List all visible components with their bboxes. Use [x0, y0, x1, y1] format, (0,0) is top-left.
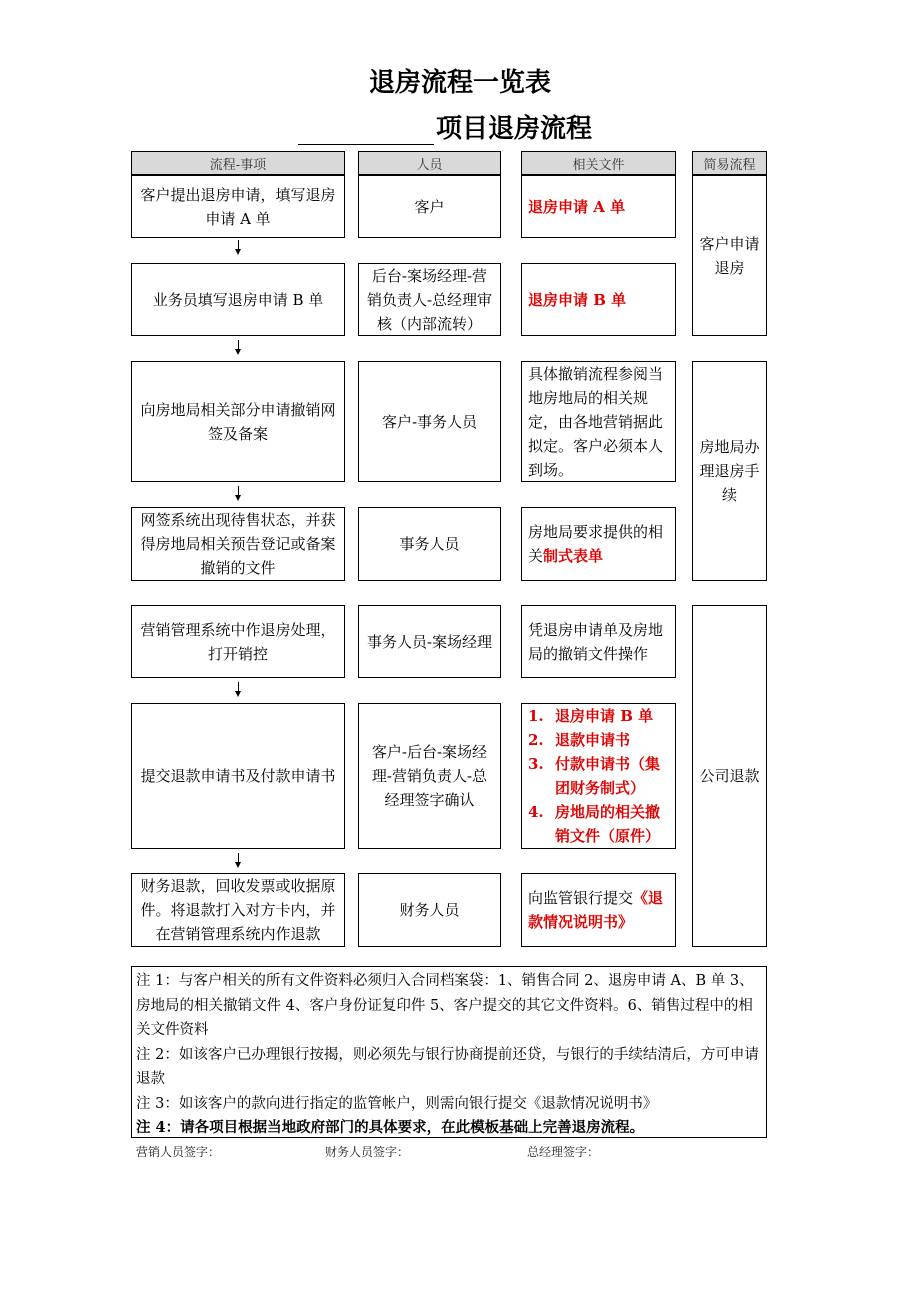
signature-gm: 总经理签字： [527, 1145, 600, 1159]
signature-finance: 财务人员签字： [325, 1145, 410, 1159]
header-process: 流程-事项 [131, 151, 345, 175]
step-5-person: 事务人员-案场经理 [358, 605, 501, 678]
simple-flow-3: 公司退款 [692, 605, 767, 947]
step-4-doc-plain: 房地局要求提供的相关 [528, 523, 664, 565]
step-4-person: 事务人员 [358, 507, 501, 581]
step-2-doc [521, 263, 676, 336]
step-7-doc [521, 873, 676, 947]
signature-sales: 营销人员签字： [136, 1145, 221, 1159]
step-2-process: 业务员填写退房申请 B 单 [131, 263, 345, 336]
list-item: 2. 退款申请书 [528, 731, 631, 749]
page-title: 退房流程一览表 [368, 68, 551, 98]
step-6-process: 提交退款申请书及付款申请书 [131, 703, 345, 849]
step-7-process: 财务退款，回收发票或收据原件。将退款打入对方卡内，并在营销管理系统内作退款 [131, 873, 345, 947]
simple-flow-2: 房地局办理退房手续 [692, 361, 767, 581]
subtitle-text: 项目退房流程 [436, 114, 593, 144]
step-4-doc [521, 507, 676, 581]
step-7-doc-red: 《退款情况说明书》 [528, 889, 664, 931]
step-3-process: 向房地局相关部分申请撤销网签及备案 [131, 361, 345, 482]
note-2: 注 2：如该客户已办理银行按揭，则必须先与银行协商提前还贷，与银行的手续结清后，方可申请退款 [136, 1046, 759, 1087]
header-doc: 相关文件 [521, 151, 676, 175]
header-person: 人员 [358, 151, 501, 175]
step-5-process: 营销管理系统中作退房处理，打开销控 [131, 605, 345, 678]
page-subtitle [298, 108, 592, 145]
step-6-person: 客户-后台-案场经理-营销负责人-总经理签字确认 [358, 703, 501, 849]
step-1-doc [521, 175, 676, 238]
step-7-person: 财务人员 [358, 873, 501, 947]
arrow-down-icon [238, 340, 240, 356]
note-1: 注 1：与客户相关的所有文件资料必须归入合同档案袋：1、销售合同 2、退房申请 A、B 单 3、房地局的相关撤销文件 4、客户身份证复印件 5、客户提交的其它文件资料。6、销售过程中的相关文件资料 [136, 973, 754, 1038]
step-7-doc-plain: 向监管银行提交 [528, 889, 634, 907]
step-2-person: 后台-案场经理-营销负责人-总经理审核（内部流转） [358, 263, 501, 336]
arrow-down-icon [238, 682, 240, 698]
step-4-process: 网签系统出现待售状态，并获得房地局相关预告登记或备案撤销的文件 [131, 507, 345, 581]
step-5-doc: 凭退房申请单及房地局的撤销文件操作 [521, 605, 676, 678]
step-6-doc [521, 703, 676, 849]
notes-box [131, 966, 767, 1138]
arrow-down-icon [238, 853, 240, 869]
step-1-process: 客户提出退房申请，填写退房申请 A 单 [131, 175, 345, 238]
step-6-doc-list [528, 704, 669, 848]
step-1-doc-text: 退房申请 A 单 [528, 197, 626, 216]
header-simple: 简易流程 [692, 151, 767, 175]
note-3: 注 3：如该客户的款向进行指定的监管帐户，则需向银行提交《退款情况说明书》 [136, 1095, 658, 1112]
project-name-blank [298, 114, 434, 145]
step-1-person: 客户 [358, 175, 501, 238]
note-4: 注 4：请各项目根据当地政府部门的具体要求，在此模板基础上完善退房流程。 [136, 1119, 645, 1136]
list-item: 1. 退房申请 B 单 [528, 707, 654, 725]
step-4-doc-red: 制式表单 [543, 547, 604, 565]
step-3-doc: 具体撤销流程参阅当地房地局的相关规定，由各地营销据此拟定。客户必须本人到场。 [521, 361, 676, 482]
step-2-doc-text: 退房申请 B 单 [528, 290, 627, 309]
step-3-person: 客户-事务人员 [358, 361, 501, 482]
arrow-down-icon [238, 240, 240, 256]
arrow-down-icon [238, 486, 240, 502]
list-item: 4. 房地局的相关撤销文件（原件） [528, 803, 661, 845]
simple-flow-1: 客户申请退房 [692, 175, 767, 336]
list-item: 3. 付款申请书（集团财务制式） [528, 755, 661, 797]
